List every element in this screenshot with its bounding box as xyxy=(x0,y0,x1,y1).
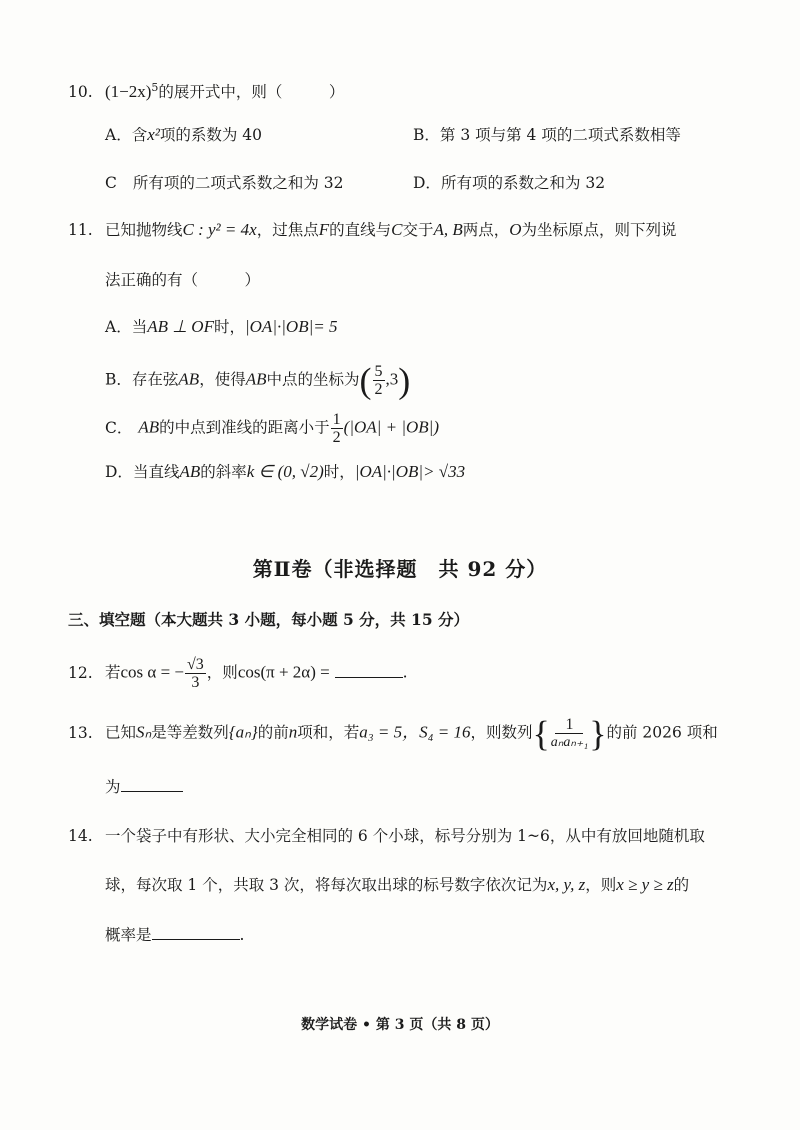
question-10-stem xyxy=(68,76,344,104)
q11-c-num: 1 xyxy=(332,411,341,428)
question-12 xyxy=(68,656,408,691)
q10-options-a-expr: x² xyxy=(147,125,160,144)
q11-a-s2: 时， xyxy=(213,318,245,336)
q11-c-e1: AB xyxy=(138,417,160,437)
q11-e5: O xyxy=(509,220,522,239)
fraction xyxy=(373,363,385,398)
q12-number: 12. xyxy=(68,663,93,682)
answer-blank[interactable] xyxy=(121,777,183,792)
q11-option-d xyxy=(105,460,465,484)
q10-stem: 的展开式中，则（ ） xyxy=(158,83,345,102)
q10-option-d xyxy=(413,171,605,195)
q11-option-c xyxy=(105,411,439,446)
q11-b-num: 5 xyxy=(374,363,383,380)
q11-s6: 为坐标原点，则下列说 xyxy=(521,221,677,239)
q11-c-den: 2 xyxy=(332,429,341,446)
fraction xyxy=(185,656,206,691)
q11-b-label: B． xyxy=(105,370,132,389)
q14-end: . xyxy=(239,926,245,944)
q11-s1: 已知抛物线 xyxy=(105,221,183,239)
question-11-stem xyxy=(68,218,677,242)
q11-b-s3: 中点的坐标为 xyxy=(266,370,360,389)
q10-options-b-text: 第 3 项与第 4 项的二项式系数相等 xyxy=(439,126,681,144)
q10-options-b-label: B． xyxy=(413,126,440,144)
page-footer: 数学试卷 • 第 3 页（共 8 页） xyxy=(301,1017,499,1033)
q14-l2-e1: x, y, z xyxy=(547,875,586,894)
q10-number: 10. xyxy=(68,83,93,102)
math-bracket: ( xyxy=(359,360,372,401)
q11-a-e1: AB ⊥ OF xyxy=(147,317,214,336)
q10-options-d-text: 所有项的系数之和为 32 xyxy=(440,174,606,192)
q13-s3: 的前 xyxy=(257,723,289,742)
q11-b-s1: 存在弦 xyxy=(131,370,179,389)
q11-b-s2: ，使得 xyxy=(199,370,246,389)
q13-s1: 已知 xyxy=(105,723,137,742)
q12-e2: cos(π + 2α) = xyxy=(237,662,330,682)
q13-s2: 是等差数列 xyxy=(151,723,229,742)
math-bracket: } xyxy=(589,713,607,754)
q11-s3: 的直线与 xyxy=(329,221,392,239)
q11-e3: C xyxy=(391,220,403,239)
q10-exp: 5 xyxy=(151,81,159,94)
q11-d-s2: 的斜率 xyxy=(200,463,247,481)
q12-e1: cos α = − xyxy=(120,662,185,682)
question-14-cont2 xyxy=(105,923,244,947)
q11-a-label: A． xyxy=(105,318,132,336)
q10-option-c xyxy=(105,171,344,195)
q11-option-b xyxy=(105,360,411,401)
q11-d-s1: 当直线 xyxy=(132,463,180,481)
q12-s1: 若 xyxy=(105,663,121,682)
q13-s6: 的前 2026 项和 xyxy=(606,723,718,742)
q11-e1: C : y² = 4x xyxy=(182,220,257,239)
q11-c-s1: 的中点到准线的距离小于 xyxy=(159,418,330,437)
q14-number: 14. xyxy=(68,827,93,845)
q13-num: 1 xyxy=(555,716,583,734)
q12-den: 3 xyxy=(191,674,200,691)
q14-l2-e2: x ≥ y ≥ z xyxy=(616,875,674,894)
q10-options-d-label: D． xyxy=(413,174,441,192)
q10-options-a-text: 项的系数为 40 xyxy=(159,126,263,144)
q13-e3: n xyxy=(288,722,298,742)
q14-line3: 概率是 xyxy=(105,926,152,944)
q11-b-e2: AB xyxy=(245,369,267,389)
q11-b-den: 2 xyxy=(374,381,383,398)
q10-options-a-pre: 含 xyxy=(131,126,148,144)
q14-l2-s2: ，则 xyxy=(585,876,617,894)
q11-e2: F xyxy=(318,220,330,239)
q11-d-e1: AB xyxy=(179,462,201,481)
q11-d-e2: k ∈ (0, √2) xyxy=(246,462,324,481)
question-14 xyxy=(68,824,705,848)
section-2-title: 第Ⅱ卷（非选择题 共 92 分） xyxy=(252,557,548,581)
q12-end: . xyxy=(402,663,408,682)
q13-e1: Sₙ xyxy=(136,722,152,742)
q10-options-a-label: A． xyxy=(105,126,132,144)
math-bracket: { xyxy=(532,713,550,754)
question-13 xyxy=(68,713,718,754)
answer-blank[interactable] xyxy=(335,663,403,678)
q10-expr: (1−2x) xyxy=(105,82,152,102)
q10-option-b xyxy=(413,123,681,147)
q11-a-e2: |OA|·|OB|= 5 xyxy=(244,317,338,336)
q11-a-s1: 当 xyxy=(131,318,148,336)
q12-num: √3 xyxy=(187,656,204,673)
q13-line2: 为 xyxy=(105,778,121,796)
math-bracket: ) xyxy=(398,360,411,401)
q13-e2: {aₙ} xyxy=(228,722,258,742)
q13-number: 13. xyxy=(68,723,93,742)
q11-option-a xyxy=(105,315,337,339)
q13-e4: a₃ = 5，S₄ = 16 xyxy=(359,722,471,742)
q11-s4: 交于 xyxy=(402,221,434,239)
q11-c-tail: (|OA| + |OB|) xyxy=(343,417,439,437)
q13-s4: 项和，若 xyxy=(297,723,360,742)
q11-d-e3: |OA|·|OB|> √33 xyxy=(354,462,466,481)
fraction xyxy=(551,716,588,751)
fraction xyxy=(331,411,343,446)
q13-s5: ，则数列 xyxy=(470,723,533,742)
section-3-title: 三、填空题（本大题共 3 小题，每小题 5 分，共 15 分） xyxy=(68,610,470,629)
q11-b-e1: AB xyxy=(178,369,200,389)
q14-l2-s3: 的 xyxy=(673,876,690,894)
q10-options-c-label: C xyxy=(105,174,117,192)
q14-l2-s1: 球，每次取 1 个，共取 3 次，将每次取出球的标号数字依次记为 xyxy=(105,876,548,894)
question-14-cont xyxy=(105,873,689,897)
q10-options-c-text: 所有项的二项式系数之和为 32 xyxy=(132,174,344,192)
q11-s5: 两点， xyxy=(462,221,510,239)
q14-line1: 一个袋子中有形状、大小完全相同的 6 个小球，标号分别为 1~6，从中有放回地随机取 xyxy=(105,827,705,845)
question-13-cont xyxy=(105,775,183,799)
q11-d-s3: 时， xyxy=(323,463,355,481)
q11-e4: A, B xyxy=(433,220,463,239)
q10-option-a xyxy=(105,123,262,147)
q11-number: 11. xyxy=(68,221,93,239)
q12-s2: ，则 xyxy=(206,663,238,682)
q13-den: aₙaₙ₊₁ xyxy=(550,735,589,750)
question-11-stem-cont: 法正确的有（ ） xyxy=(105,271,261,289)
q11-b-tail: ,3 xyxy=(385,369,399,389)
q11-d-label: D． xyxy=(105,463,133,481)
answer-blank[interactable] xyxy=(152,925,240,940)
q11-s2: ，过焦点 xyxy=(256,221,319,239)
q11-c-label: C． xyxy=(105,418,133,437)
